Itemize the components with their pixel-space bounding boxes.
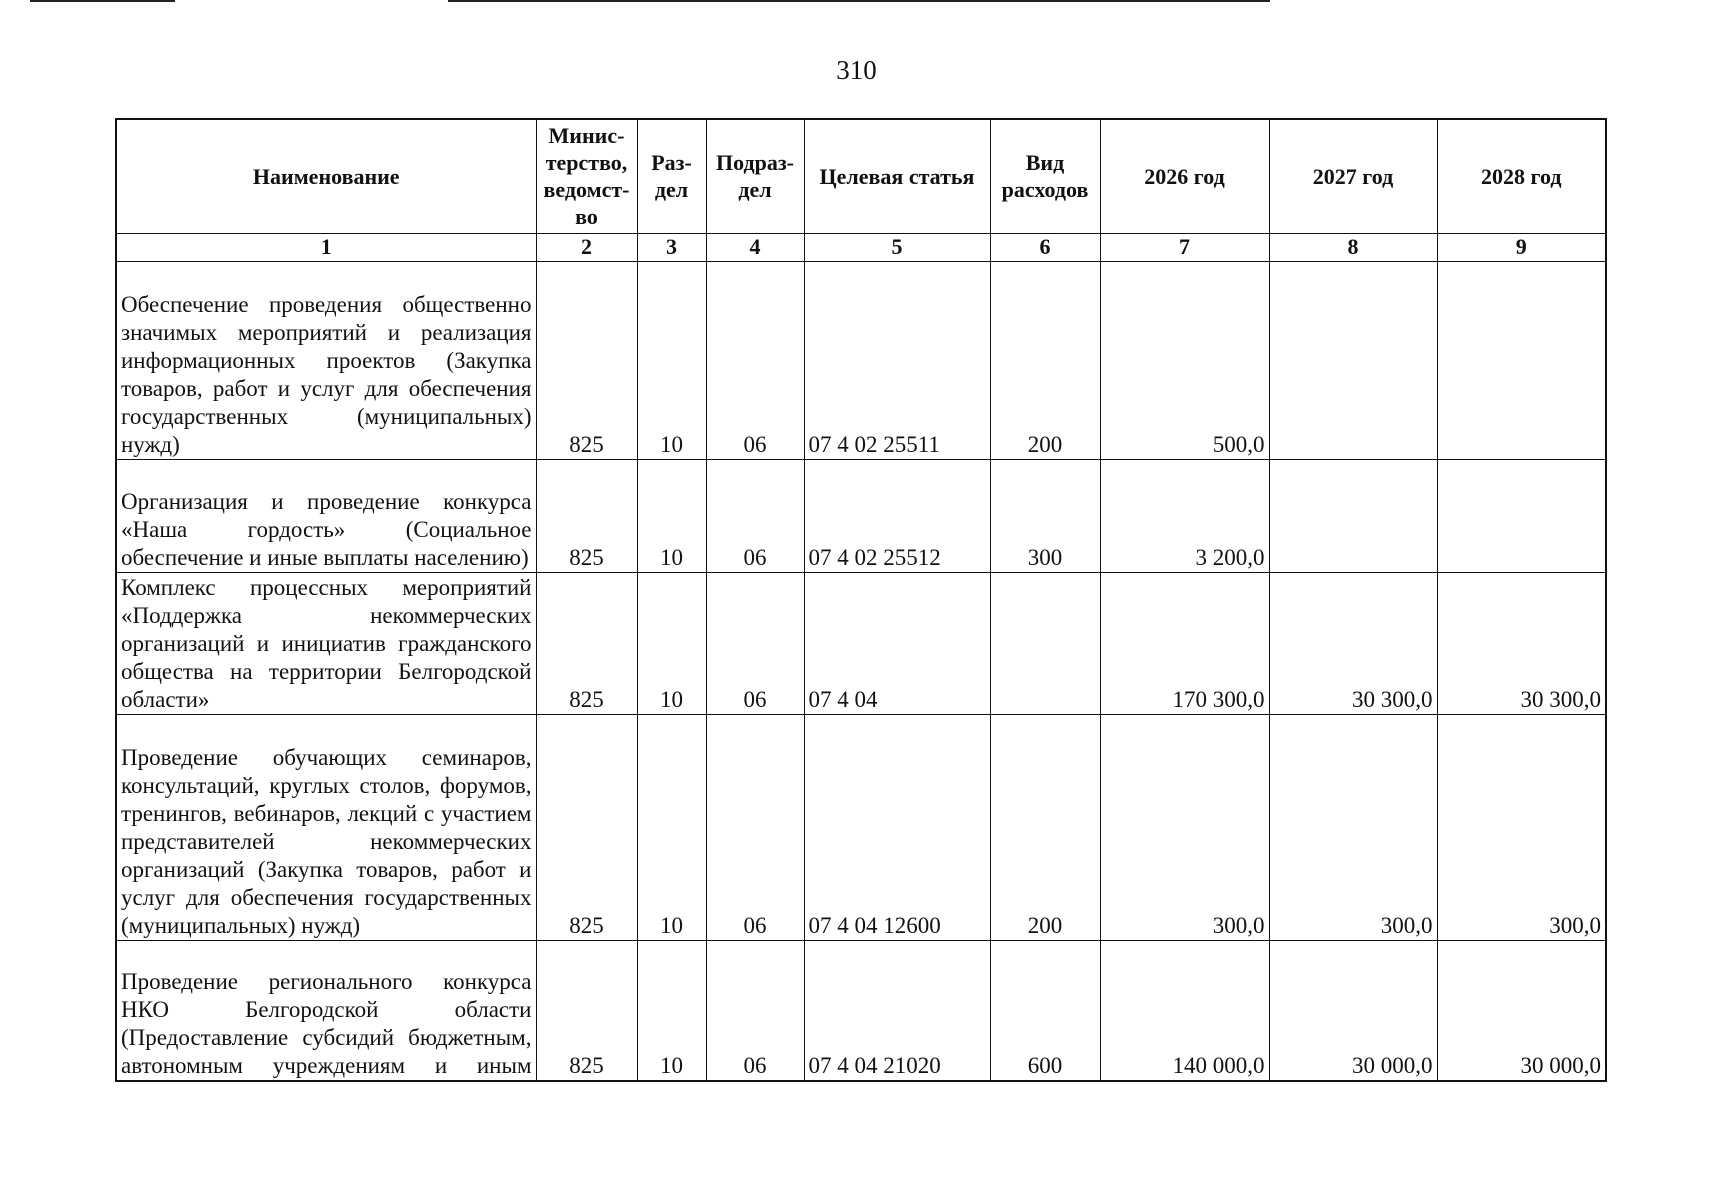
cell-2026: 300,0	[1100, 714, 1269, 940]
header-row	[116, 119, 1606, 233]
cell-2026: 140 000,0	[1100, 940, 1269, 1081]
column-number: 1	[116, 233, 536, 261]
cell-ministry: 825	[536, 572, 637, 714]
cell-target: 07 4 04 12600	[804, 714, 990, 940]
cell-section: 10	[637, 940, 706, 1081]
header-expense-type: Вид расходов	[990, 119, 1100, 233]
cell-target: 07 4 04 21020	[804, 940, 990, 1081]
cell-subsection: 06	[706, 714, 804, 940]
cell-2027: 30 000,0	[1269, 940, 1437, 1081]
header-target: Целевая статья	[804, 119, 990, 233]
row-name: Комплекс процессных мероприятий «Поддержка некоммерческих организаций и инициатив гражданского общества на территории Белгородской области»	[116, 572, 536, 714]
cell-ministry: 825	[536, 459, 637, 572]
cell-section: 10	[637, 714, 706, 940]
cell-expense-type: 200	[990, 714, 1100, 940]
header-name: Наименование	[116, 119, 536, 233]
cell-subsection: 06	[706, 940, 804, 1081]
column-number: 2	[536, 233, 637, 261]
header-section: Раз-дел	[637, 119, 706, 233]
cell-target: 07 4 02 25512	[804, 459, 990, 572]
cell-section: 10	[637, 261, 706, 459]
cell-2027: 300,0	[1269, 714, 1437, 940]
cell-subsection: 06	[706, 459, 804, 572]
header-ministry: Минис-терство, ведомст-во	[536, 119, 637, 233]
table-row	[116, 940, 1606, 1081]
cell-2028: 30 300,0	[1437, 572, 1606, 714]
column-number: 6	[990, 233, 1100, 261]
cell-2028	[1437, 459, 1606, 572]
cell-expense-type: 300	[990, 459, 1100, 572]
table-row	[116, 572, 1606, 714]
top-rule-right	[448, 0, 1270, 2]
top-rule-left	[30, 0, 175, 2]
column-number: 9	[1437, 233, 1606, 261]
cell-ministry: 825	[536, 940, 637, 1081]
cell-2026: 500,0	[1100, 261, 1269, 459]
column-number: 7	[1100, 233, 1269, 261]
cell-2026: 170 300,0	[1100, 572, 1269, 714]
table-row	[116, 714, 1606, 940]
column-number: 3	[637, 233, 706, 261]
budget-table	[115, 118, 1607, 1082]
table-row	[116, 459, 1606, 572]
cell-ministry: 825	[536, 261, 637, 459]
cell-expense-type	[990, 572, 1100, 714]
row-name: Проведение регионального конкурса НКО Белгородской области (Предоставление субсидий бюджетным, автономным учреждениям и иным	[116, 940, 536, 1081]
cell-target: 07 4 02 25511	[804, 261, 990, 459]
cell-2027	[1269, 261, 1437, 459]
cell-expense-type: 200	[990, 261, 1100, 459]
cell-ministry: 825	[536, 714, 637, 940]
cell-section: 10	[637, 459, 706, 572]
column-number: 8	[1269, 233, 1437, 261]
cell-2027: 30 300,0	[1269, 572, 1437, 714]
page-number: 310	[836, 55, 877, 85]
column-number: 4	[706, 233, 804, 261]
cell-expense-type: 600	[990, 940, 1100, 1081]
row-name: Обеспечение проведения общественно значимых мероприятий и реализация информационных проектов (Закупка товаров, работ и услуг для обеспечения государственных (муниципальных) нужд)	[116, 261, 536, 459]
cell-subsection: 06	[706, 572, 804, 714]
header-2028: 2028 год	[1437, 119, 1606, 233]
cell-2028	[1437, 261, 1606, 459]
row-name: Проведение обучающих семинаров, консультаций, круглых столов, форумов, тренингов, вебинаров, лекций с участием представителей некоммерческих организаций (Закупка товаров, работ и услуг для обеспечения государственных (муниципальных) нужд)	[116, 714, 536, 940]
column-number-row	[116, 233, 1606, 261]
cell-subsection: 06	[706, 261, 804, 459]
cell-2026: 3 200,0	[1100, 459, 1269, 572]
cell-2028: 300,0	[1437, 714, 1606, 940]
header-subsection: Подраз-дел	[706, 119, 804, 233]
cell-2028: 30 000,0	[1437, 940, 1606, 1081]
table-row	[116, 261, 1606, 459]
cell-2027	[1269, 459, 1437, 572]
cell-target: 07 4 04	[804, 572, 990, 714]
header-2026: 2026 год	[1100, 119, 1269, 233]
row-name: Организация и проведение конкурса «Наша гордость» (Социальное обеспечение и иные выплаты населению)	[116, 459, 536, 572]
header-2027: 2027 год	[1269, 119, 1437, 233]
column-number: 5	[804, 233, 990, 261]
cell-section: 10	[637, 572, 706, 714]
